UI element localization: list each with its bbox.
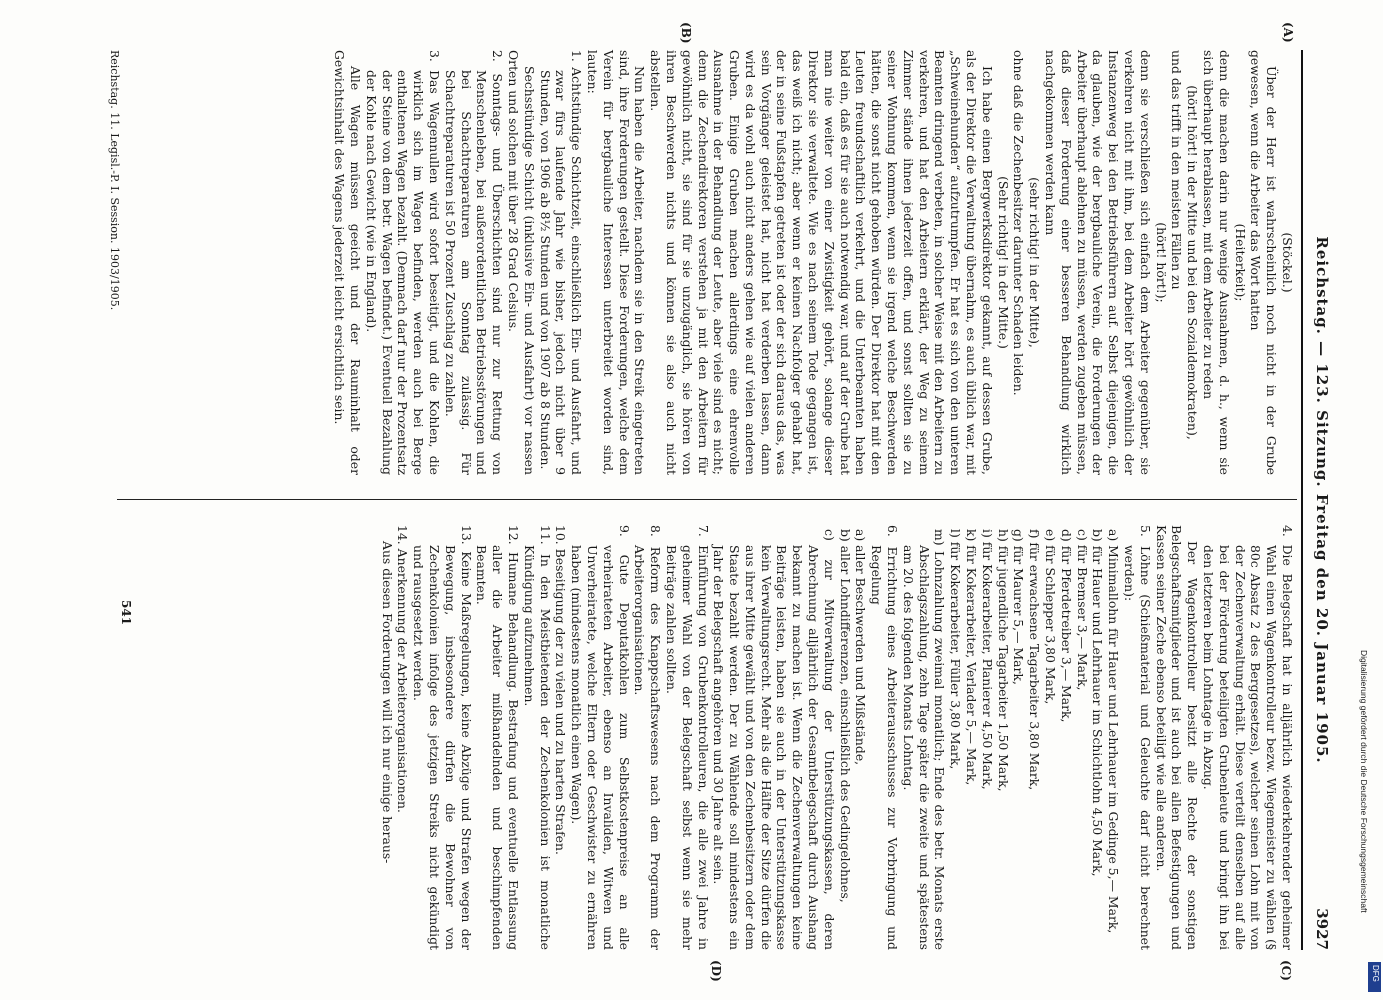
- left-column: [135, 50, 1295, 475]
- digitization-credit-text: Digitalisierung gefördert durch die Deutsche Forschungsgemeinschaft: [1359, 650, 1369, 913]
- wage-item: c) für Bremser 3,— Mark,: [1074, 529, 1090, 691]
- committee-item: c) zur Mitverwaltung der Unterstützungskassen, deren Abrechnung alljährlich der Gesamtbelegschaft durch Aushang bekannt zu machen ist. Wenn die Zechenverwaltungen keine Beiträge leisten, haben sie auch in der Unterstützungskasse kein Verwaltungsrecht. Mehr als die Hälfte der Sitze dürfen die aus ihrer Mitte gewählt und von den Zechenbesitzern oder dem Staate bezahlt werden. Der zu Wählende soll mindestens ein Jahr der Belegschaft angehören und 30 Jahre alt sein.: [711, 529, 837, 950]
- speaker-name: (Stöckel.): [1280, 232, 1295, 293]
- demand-item: 6. Errichtung eines Arbeiterausschusses zur Vorbringung und Regelung: [869, 525, 901, 950]
- wage-item: e) für Schlepper 3,80 Mark,: [1043, 529, 1059, 705]
- wage-item: a) Minimallohn für Hauer und Lehrhauer im Gedinge 5,— Mark,: [1106, 529, 1122, 934]
- paragraph: denn sie verschließen sich einfach dem Arbeiter gegenüber, sie verkehren nicht mit ihm, bei dem Arbeiter hört gewöhnlich der Instanzenweg bei den Betriebsführern auf. Selbst diejenigen, die da glauben, wie der bergbauliche Verein, die Forderungen der Arbeiter überhaupt ablehnen zu müssen, werden zugeben müssen, daß dieser Forderung einer besseren Behandlung wirklich nachgekommen werden kann: [1043, 50, 1153, 475]
- demand-item: 5. Löhne (Schießmaterial und Geleuchte darf nicht berechnet werden):: [1122, 525, 1153, 950]
- demand-item: 13. Keine Maßregelungen, keine Abzüge und Strafen wegen der Bewegung, insbesondere dürfen die Bewohner von Zechenkolonien infolge des jetzigen Streiks nicht gekündigt und rausgesetzt werden.: [411, 525, 474, 950]
- paragraph: Nun haben die Arbeiter, nachdem sie in den Streik eingetreten sind, ihre Forderungen gestellt. Diese Forderungen, welche dem Verein für bergbauliche Interessen unterbreitet worden sind, lauten:: [584, 50, 648, 475]
- demand-item: 1. Achtstündige Schichtzeit, einschließlich Ein- und Ausfahrt, und zwar fürs laufende Jahr wie bisher, jedoch nicht über 9 Stunden, von 1906 ab 8½ Stunden und von 1907 ab 8 Stunden.: [537, 50, 585, 475]
- paragraph: Aus diesen Forderungen will ich nur einige heraus-: [379, 541, 395, 864]
- demand-item: 14. Anerkennung der Arbeiterorganisationen.: [395, 525, 411, 813]
- demand-item: 12. Humane Behandlung. Bestrafung und eventuelle Entlassung aller die Arbeiter mißhandelnden und beschimpfenden Beamten.: [474, 525, 521, 950]
- interjection: (hört! hört!);: [1153, 222, 1169, 303]
- demand-item: 11. In den Meistbietenden der Zechenkolonien ist monatliche Kündigung aufzunehmen.: [521, 525, 553, 950]
- wage-item: l) für Kokerarbeiter, Füller 3,80 Mark,: [948, 529, 964, 770]
- paragraph: Ich habe einen Bergwerksdirektor gekannt, auf dessen Grube, als der Direktor die Verwaltung übernahm, es auch üblich war, mit „Schweinehunden“ aufzutrumpfen. Er hat es sich von den unteren Beamten dringend verbeten, in solcher Weise mit den Arbeitern zu verkehren, und hat den Arbeitern erklärt, der Weg zu seinem Zimmer stände ihnen jederzeit offen, und sonst sollten sie zu seiner Wohnung kommen, wenn sie irgend welche Beschwerden hätten, die sonst nicht gehoben würden. Der Direktor hat mit den Leuten freundschaftlich verkehrt, und die Unterbeamten haben bald ein, daß es für sie auch notwendig war, und auf der Grube hat man nie weiter von einer Zwistigkeit gehört, solange dieser Direktor sie verwaltete. Wie es nach seinem Tode gegangen ist, das weiß ich nicht; aber wenn er keinen Nachfolger gehabt hat, der in seine Fußstapfen getreten ist oder der sich daraus das, was sein Vorgänger geleistet hat, nicht hat verderben lassen, dann wird es da wohl auch nicht anders gehen wie auf vielen anderen Gruben. Einige Gruben machen allerdings eine ehrenvolle Ausnahme in der Behandlung der Leute, aber viele sind es nicht; denn die Zechendirektoren verstehen ja mit den Arbeitern für gewöhnlich nicht, sie sind für sie unzugänglich, sie hören von ihren Beschwerden nichts und können sie also auch nicht abstellen.: [648, 50, 995, 475]
- demand-item: 8. Reform des Knappschaftswesens nach dem Programm der Arbeiterorganisationen.: [632, 525, 664, 950]
- margin-marker-a: (A): [1281, 22, 1295, 43]
- dfg-logo: [1368, 962, 1381, 992]
- paragraph: ohne daß die Zechenbesitzer darunter Schaden leiden.: [1011, 50, 1027, 396]
- right-column: [80, 525, 1295, 950]
- demand-item: 9. Gute Deputatkohlen zum Selbstkostenpreise an alle verheirateten Arbeiter, ebenso an Invaliden, Witwen und Unverheiratete, welche Eltern oder Geschwister zu ernähren haben (mindestens monatlich einen Wagen).: [569, 525, 632, 950]
- wage-item: f) für erwachsene Tagarbeiter 3,80 Mark,: [1027, 529, 1043, 791]
- committee-item: a) aller Beschwerden und Mißstände,: [853, 529, 869, 766]
- page-footer: Reichstag. 11. Legisl.-P. I. Session. 1903/1905.: [108, 50, 121, 311]
- demand-item: 2. Sonntags- und Überschichten sind nur zur Rettung von Menschenleben, bei außerordentlichen Betriebsstörungen und bei Schachtreparaturen am Sonntag zulässig. Für Schachtreparaturen ist 50 Prozent Zuschlag zu zahlen.: [442, 50, 506, 475]
- header-rule: [1301, 50, 1303, 950]
- wage-item: g) für Maurer 5,— Mark,: [1011, 529, 1027, 685]
- page-header: [1309, 50, 1331, 950]
- digitization-credit: [1359, 0, 1383, 1000]
- demand-item: Sechsstündige Schicht (inklusive Ein- und Ausfahrt) vor nassen Orten und solchen mit über 28 Grad Celsius.: [505, 50, 537, 475]
- wage-item: b) für Hauer und Lehrhauer im Schichtlohn 4,50 Mark,: [1090, 529, 1106, 877]
- margin-marker-c: (C): [1279, 960, 1293, 981]
- column-divider: [117, 499, 1297, 500]
- demand-item: 4. Die Belegschaft hat in alljährlich wiederkehrender geheimer Wahl einen Wagenkontrolleur bezw. Wiegemeister zu wählen (§ 80c Absatz 2 des Berggesetzes), welcher seinen Lohn mit von der Zechenverwaltung erhält. Diese verteilt denselben auf alle bei der Förderung beteiligten Grubenleute und bringt ihn bei den letzteren beim Lohntage in Abzug.: [1201, 525, 1295, 950]
- page-title: Reichstag. — 123. Sitzung. Freitag den 20. Januar 1905.: [1313, 236, 1331, 764]
- wage-item: m) Lohnzahlung zweimal monatlich; Ende des betr. Monats erste Abschlagszahlung, zehn Tage später die zweite und spätestens am 20. des folgenden Monats Lohntag.: [900, 529, 948, 950]
- dfg-logo-text: DFG: [1371, 965, 1380, 982]
- page-number: 3927: [1313, 908, 1331, 950]
- demand-item: 3. Das Wagennullen wird sofort beseitigt, und die Kohlen, die wirklich sich im Wagen befinden, werden auch bei Berge enthaltenen Wagen bezahlt. (Demnach darf nur der Prozentsatz der Steine von dem betr. Wagen befindet.) Eventuell Bezahlung der Kohle nach Gewicht (wie in England).: [363, 50, 442, 475]
- wage-item: k) für Kokerarbeiter, Verlader 5,— Mark,: [964, 529, 980, 786]
- committee-item: b) aller Lohndifferenzen, einschließlich des Gedingelohnes,: [837, 529, 853, 903]
- paragraph: denn die machen darin nur wenige Ausnahmen, d. h., wenn sie sich überhaupt herablassen, mit dem Arbeiter zu reden: [1201, 50, 1232, 475]
- interjection: (Sehr richtig! in der Mitte.): [995, 176, 1011, 349]
- demand-item: Alle Wagen müssen geeicht und der Rauminhalt oder Gewichtsinhalt des Wagens jederzeit leicht ersichtlich sein.: [332, 50, 363, 475]
- paragraph: Über der Herr ist wahrscheinlich noch nicht in der Grube gewesen, wenn die Arbeiter das Wort hatten: [1248, 50, 1280, 475]
- margin-marker-d: (D): [709, 960, 723, 982]
- paragraph: Der Wagenkontrolleur besitzt alle Rechte der sonstigen Belegschaftsmitglieder und ist auch bei allen Befestigungen und Kassen seiner Zeche ebenso beteiligt wie alle anderen.: [1153, 525, 1201, 950]
- margin-marker-b: (B): [679, 22, 693, 44]
- sheet-number: 541: [119, 600, 133, 626]
- paragraph: und das trifft in den meisten Fällen zu: [1169, 50, 1185, 290]
- demand-item: 7. Einführung von Grubenkontrolleuren, die alle zwei Jahre in geheimer Wahl von der Belegschaft selbst wenn sie mehr Beiträge zahlen sollten.: [663, 525, 711, 950]
- wage-item: d) für Pferdetreiber 3,— Mark,: [1058, 529, 1074, 723]
- interjection: (Heiterkeit);: [1232, 223, 1248, 302]
- interjection: (sehr richtig! in der Mitte),: [1027, 177, 1043, 348]
- demand-item: 10. Beseitigung der zu vielen und zu harten Strafen.: [553, 525, 569, 855]
- wage-item: h) für jugendliche Tagarbeiter 1,50 Mark,: [995, 529, 1011, 792]
- interjection: (hört! hört! in der Mitte und bei den Sozialdemokraten),: [1185, 85, 1201, 440]
- wage-item: i) für Kokerarbeiter, Planierer 4,50 Mark,: [979, 529, 995, 790]
